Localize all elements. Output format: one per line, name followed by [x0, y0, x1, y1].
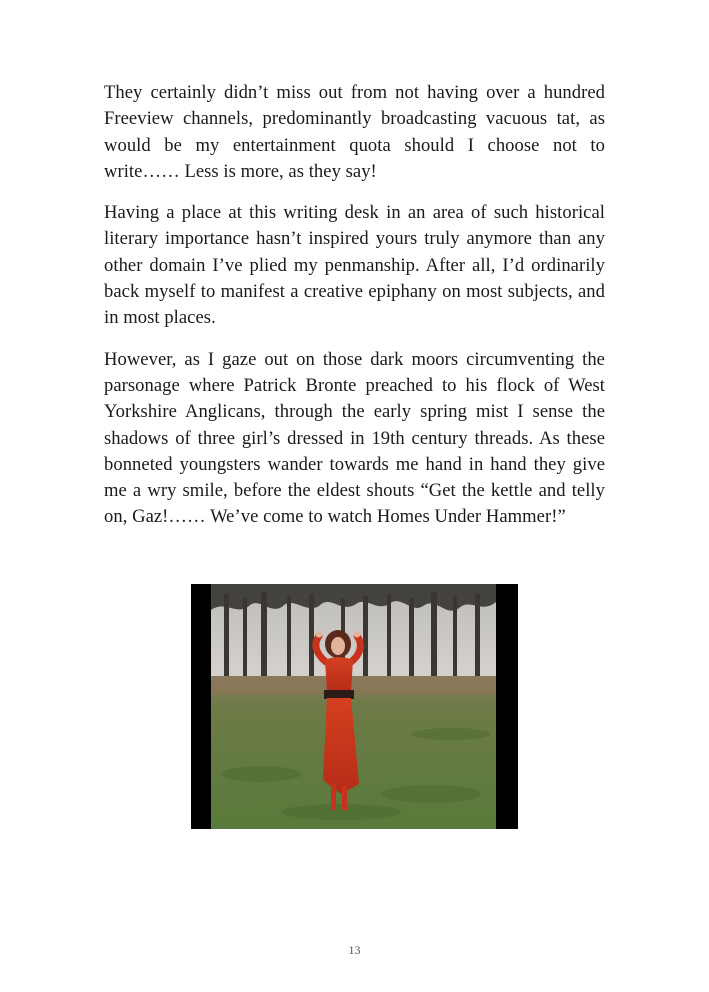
paragraph-1: They certainly didn’t miss out from not having over a hundred Freeview channels, predominantly broadcasting vacuous tat, as would be my entertainment quota should I choose not to write…… Less is more, as they say!	[104, 82, 605, 182]
photo-illustration	[191, 584, 518, 829]
page-number: 13	[348, 943, 361, 957]
body-text	[104, 80, 605, 531]
photo-woman-in-red-dress	[191, 584, 518, 829]
paragraph-3: However, as I gaze out on those dark moors circumventing the parsonage where Patrick Bronte preached to his flock of West Yorkshire Anglicans, through the early spring mist I sense the shadows of three girl’s dressed in 19th century threads. As these bonneted youngsters wander towards me hand in hand they give me a wry smile, before the eldest shouts “Get the kettle and telly on, Gaz!…… We’ve come to watch Homes Under Hammer!”	[104, 348, 605, 528]
paragraph-2: Having a place at this writing desk in an area of such historical literary importance hasn’t inspired yours truly anymore than any other domain I’ve plied my penmanship. After all, I’d ordinarily back myself to manifest a creative epiphany on most subjects, and in most places.	[104, 202, 605, 329]
